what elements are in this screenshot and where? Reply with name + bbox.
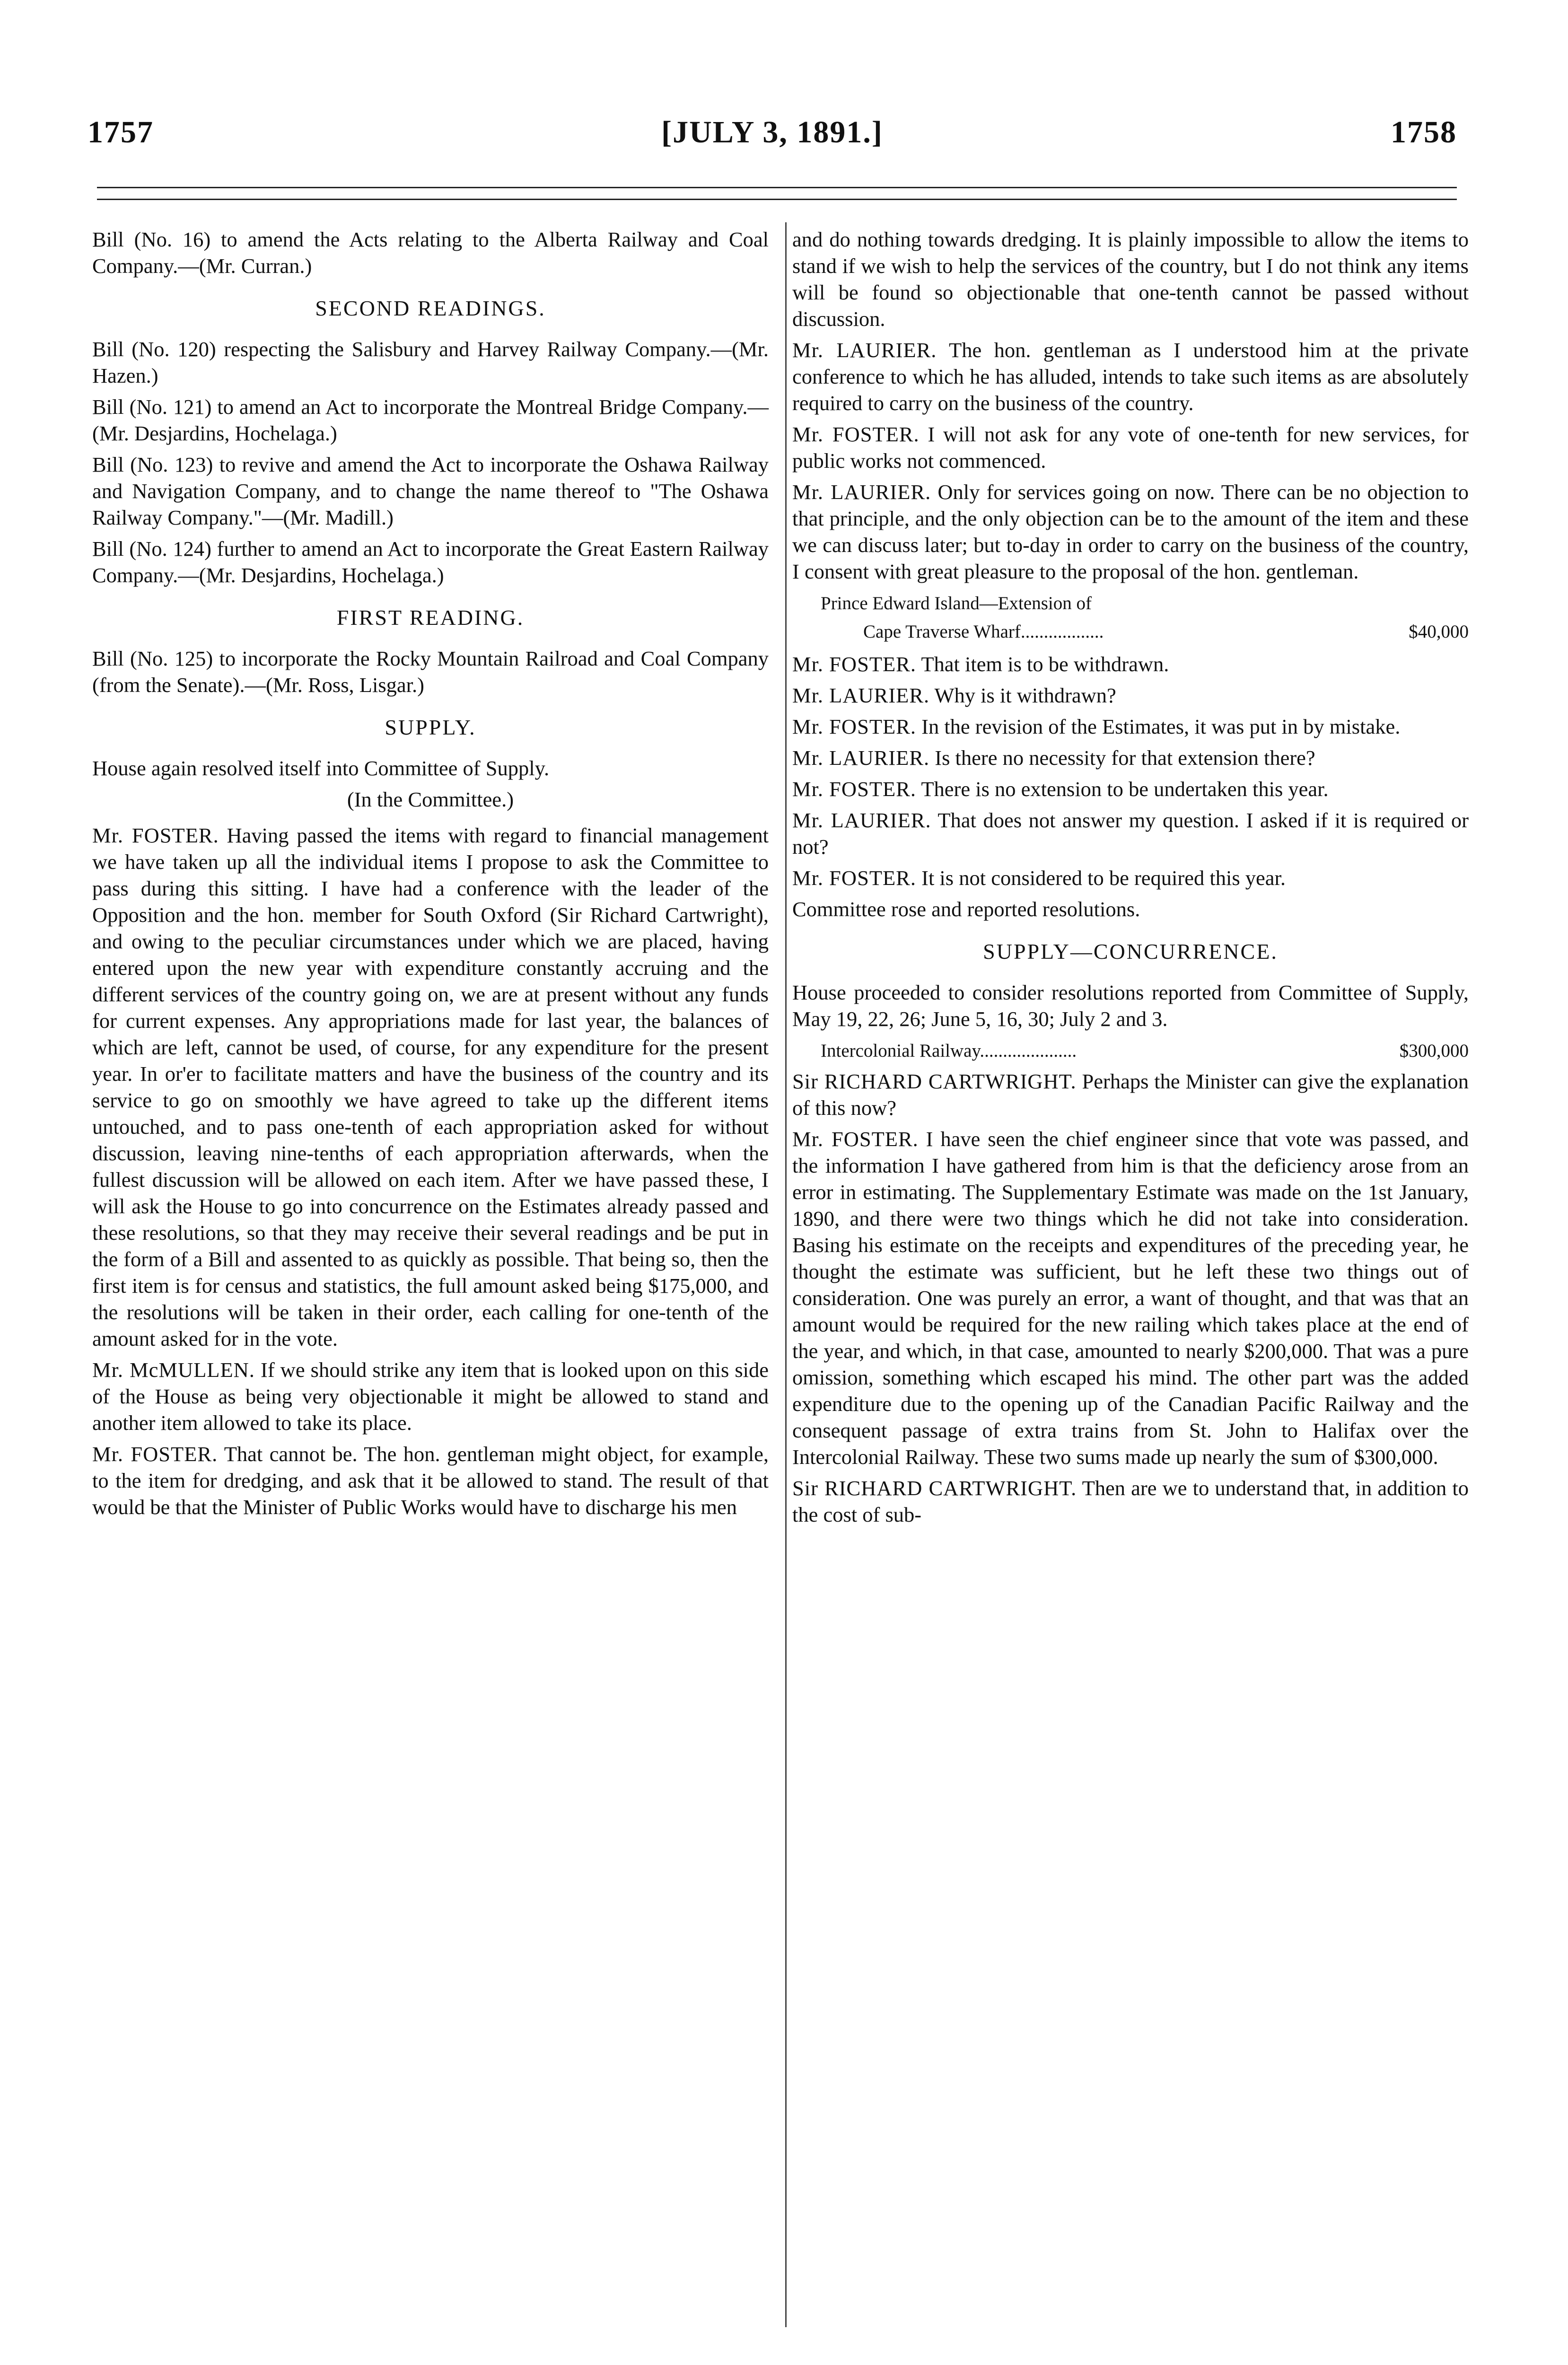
- speech: [792, 651, 1469, 677]
- speech-text: Then are we to understand that, in addition to the cost of sub-: [792, 1476, 1469, 1526]
- speech: [792, 337, 1469, 416]
- speech-text: It is not considered to be required this year.: [921, 866, 1286, 890]
- speaker-name: Mr. LAURIER.: [792, 746, 930, 770]
- speech-text: That item is to be withdrawn.: [921, 652, 1169, 676]
- speech-text: If we should strike any item that is looked upon on this side of the House as being very objectionable it might be allowed to stand and another item allowed to take its place.: [92, 1358, 769, 1435]
- speech-text: In the revision of the Estimates, it was put in by mistake.: [921, 715, 1401, 738]
- speech: [792, 776, 1469, 802]
- paragraph: Bill (No. 120) respecting the Salisbury and Harvey Railway Company.—(Mr. Hazen.): [92, 337, 769, 387]
- paragraph: House again resolved itself into Committee of Supply.: [92, 756, 550, 780]
- speech: [792, 865, 1469, 891]
- speech: [792, 1068, 1469, 1121]
- speaker-name: Mr. LAURIER.: [792, 683, 930, 707]
- section-heading: SUPPLY.: [385, 715, 476, 739]
- speech-text: That does not answer my question. I asked if it is required or not?: [792, 808, 1469, 858]
- speech: [792, 1126, 1469, 1470]
- speaker-name: Mr. LAURIER.: [792, 480, 931, 504]
- estimate-item-label: Intercolonial Railway.....................: [821, 1041, 1077, 1061]
- speaker-name: Mr. FOSTER.: [792, 866, 916, 890]
- speaker-name: Sir RICHARD CARTWRIGHT.: [792, 1476, 1077, 1500]
- estimate-item: [821, 1040, 1469, 1062]
- speaker-name: Sir RICHARD CARTWRIGHT.: [792, 1069, 1077, 1093]
- speech: [792, 745, 1469, 771]
- estimate-item-title: Prince Edward Island—Extension of: [821, 593, 1092, 613]
- speech-text: Is there no necessity for that extension there?: [935, 746, 1315, 770]
- section-heading: FIRST READING.: [336, 605, 525, 630]
- header-rule-bottom: [97, 199, 1457, 200]
- speech: [92, 1357, 769, 1436]
- speech-text: I will not ask for any vote of one-tenth for new services, for public works not commenced.: [792, 422, 1469, 473]
- speech: [92, 1441, 769, 1520]
- paragraph: Bill (No. 125) to incorporate the Rocky Mountain Railroad and Coal Company (from the Senate).—(Mr. Ross, Lisgar.): [92, 647, 769, 697]
- section-heading: SECOND READINGS.: [315, 296, 546, 320]
- paragraph: Committee rose and reported resolutions.: [792, 897, 1140, 921]
- speaker-name: Mr. FOSTER.: [92, 823, 219, 847]
- paragraph: Bill (No. 124) further to amend an Act to incorporate the Great Eastern Railway Company.—(Mr. Desjardins, Hochelaga.): [92, 537, 769, 587]
- column-divider: [785, 222, 787, 2327]
- speaker-name: Mr. LAURIER.: [792, 338, 937, 362]
- left-column: [92, 226, 769, 1525]
- estimate-item: [821, 592, 1469, 615]
- committee-note: (In the Committee.): [347, 788, 514, 811]
- right-column: [792, 226, 1469, 1533]
- speech: [792, 479, 1469, 585]
- page-header: [88, 111, 1457, 154]
- speech-text: The hon. gentleman as I understood him at the private conference to which he has alluded, intends to take such items as are absolutely required to carry on the business of the country.: [792, 338, 1469, 415]
- speech-text: There is no extension to be undertaken this year.: [921, 777, 1329, 801]
- speech: [792, 807, 1469, 860]
- speech-text: That cannot be. The hon. gentleman might object, for example, to the item for dredging, and ask that it be allowed to stand. The result of that would be that the Minister of Public Works would have to discharge his men: [92, 1442, 769, 1519]
- speaker-name: Mr. LAURIER.: [792, 808, 931, 832]
- page-number-right: 1758: [1391, 115, 1457, 149]
- speech: [92, 822, 769, 1352]
- speaker-name: Mr. FOSTER.: [792, 777, 916, 801]
- page-number-left: 1757: [88, 115, 154, 149]
- speaker-name: Mr. FOSTER.: [792, 715, 916, 738]
- paragraph: House proceeded to consider resolutions reported from Committee of Supply, May 19, 22, 26; June 5, 16, 30; July 2 and 3.: [792, 981, 1469, 1031]
- paragraph: Bill (No. 16) to amend the Acts relating to the Alberta Railway and Coal Company.—(Mr. Curran.): [92, 228, 769, 278]
- speaker-name: Mr. FOSTER.: [792, 652, 916, 676]
- speech: [792, 421, 1469, 474]
- speech-text: Only for services going on now. There can be no objection to that principle, and the only objection can be to the amount of the item and these we can discuss later; but to-day in order to carry on the business of the country, I consent with great pleasure to the proposal of the hon. gentleman.: [792, 480, 1469, 583]
- paragraph: Bill (No. 121) to amend an Act to incorporate the Montreal Bridge Company.—(Mr. Desjardins, Hochelaga.): [92, 395, 769, 445]
- header-rule-top: [97, 187, 1457, 188]
- speech: [792, 713, 1469, 740]
- estimate-amount: $40,000: [1409, 622, 1469, 642]
- speaker-name: Mr. FOSTER.: [792, 1127, 919, 1151]
- estimate-item-line: [863, 621, 1469, 643]
- speech-text: Perhaps the Minister can give the explanation of this now?: [792, 1069, 1469, 1120]
- speaker-name: Mr. FOSTER.: [92, 1442, 218, 1466]
- estimate-item-label: Cape Traverse Wharf..................: [863, 622, 1104, 642]
- section-heading: SUPPLY—CONCURRENCE.: [983, 939, 1278, 964]
- speech: [792, 1475, 1469, 1528]
- paragraph: and do nothing towards dredging. It is plainly impossible to allow the items to stand if we wish to help the services of the country, but I do not think any items will be found so objectionable that one-tenth cannot be passed without discussion.: [792, 228, 1469, 331]
- speaker-name: Mr. McMULLEN.: [92, 1358, 255, 1382]
- speech-text: I have seen the chief engineer since that vote was passed, and the information I have gathered from him is that the deficiency arose from an error in estimating. The Supplementary Estimate was made on the 1st January, 1890, and there were two things which he did not take into consideration. Basing his estimate on the receipts and expenditures of the preceding year, he thought the estimate was sufficient, but he left these two things out of consideration. One was purely an error, a want of thought, and that was that an amount would be required for the new railing which takes place at the end of the year, and which, in that case, amounted to nearly $200,000. That was a pure omission, something which escaped his mind. The other part was the added expenditure due to the opening up of the Canadian Pacific Railway and the consequent passage of extra trains from St. John to Halifax over the Intercolonial Railway. These two sums made up nearly the sum of $300,000.: [792, 1127, 1469, 1469]
- speech: [792, 682, 1469, 709]
- estimate-amount: $300,000: [1399, 1041, 1469, 1061]
- paragraph: Bill (No. 123) to revive and amend the Act to incorporate the Oshawa Railway and Navigation Company, and to change the name thereof to "The Oshawa Railway Company."—(Mr. Madill.): [92, 453, 769, 529]
- speaker-name: Mr. FOSTER.: [792, 422, 920, 446]
- header-date: [JULY 3, 1891.]: [661, 115, 883, 149]
- speech-text: Why is it withdrawn?: [934, 683, 1116, 707]
- speech-text: Having passed the items with regard to financial management we have taken up all the individual items I propose to ask the Committee to pass during this sitting. I have had a conference with the leader of the Opposition and the hon. member for South Oxford (Sir Richard Cartwright), and owing to the peculiar circumstances under which we are placed, having entered upon the new year with expenditure constantly accruing and the different services of the country going on, we are at present without any funds for current expenses. Any appropriations made for last year, the balances of which are left, cannot be used, of course, for any expenditure for the present year. In or'er to facilitate matters and have the business of the country and its service to go on smoothly we have agreed to take up the different items untouched, and to pass one-tenth of each appropriation asked for without discussion, leaving nine-tenths of each appropriation afterwards, when the fullest discussion will be allowed on each item. After we have passed these, I will ask the House to go into concurrence on the Estimates already passed and these resolutions, so that they may receive their several readings and be put in the form of a Bill and assented to as quickly as possible. That being so, then the first item is for census and statistics, the full amount asked being $175,000, and the resolutions will be taken in their order, each calling for one-tenth of the amount asked for in the vote.: [92, 823, 769, 1350]
